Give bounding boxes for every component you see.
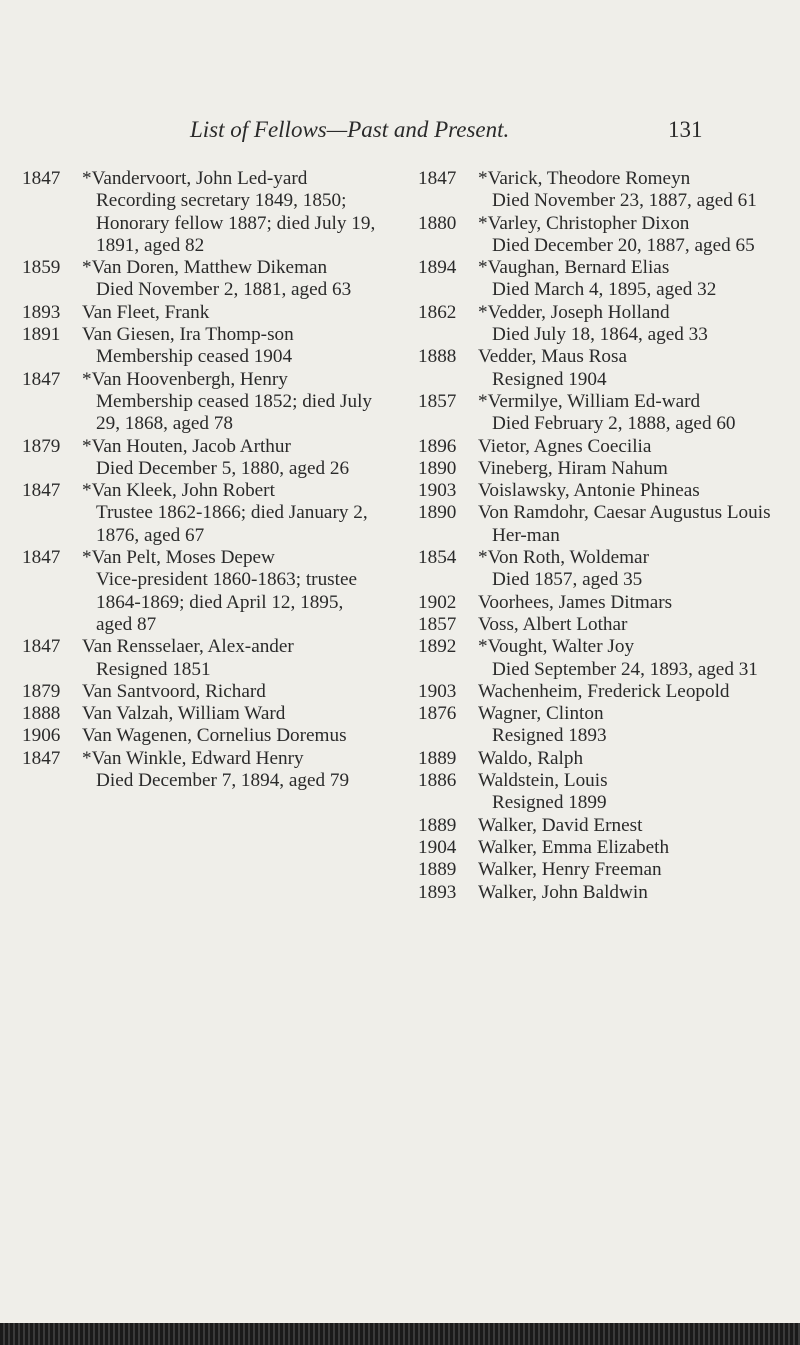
fellow-entry (418, 346, 798, 391)
entry-name: Van Giesen, Ira Thomp-son (82, 324, 294, 346)
fellow-entry (418, 770, 798, 815)
fellow-entry (418, 436, 798, 458)
entry-year: 1888 (22, 703, 61, 725)
entry-name: Vineberg, Hiram Nahum (478, 457, 668, 479)
entry-name: Voislawsky, Antonie Phineas (478, 480, 700, 502)
fellow-entry (22, 257, 382, 302)
page-header (0, 117, 800, 147)
entry-year: 1847 (22, 636, 61, 658)
fellow-entry (22, 681, 382, 703)
entry-year: 1847 (22, 368, 61, 390)
entry-name: Van Valzah, William Ward (82, 703, 286, 725)
entry-note: Resigned 1893 (492, 725, 607, 747)
fellow-entry (418, 547, 798, 592)
fellow-entry (418, 592, 798, 614)
entry-year: 1893 (22, 301, 61, 323)
entry-note: Died July 18, 1864, aged 33 (492, 324, 708, 346)
entry-name: Walker, Henry Freeman (478, 859, 662, 881)
fellow-entry (22, 636, 382, 681)
entry-name: Wachenheim, Frederick Leopold (478, 680, 730, 702)
fellow-entry (22, 725, 382, 747)
entry-year: 1890 (418, 457, 457, 479)
entry-name: Vietor, Agnes Coecilia (478, 435, 652, 457)
entry-name: *Van Houten, Jacob Arthur (82, 435, 291, 457)
entry-year: 1879 (22, 435, 61, 457)
entry-year: 1891 (22, 324, 61, 346)
entry-year: 1903 (418, 680, 457, 702)
entry-year: 1889 (418, 859, 457, 881)
entry-year: 1889 (418, 747, 457, 769)
entry-note: Died December 20, 1887, aged 65 (492, 234, 755, 256)
entry-note: Membership ceased 1904 (96, 346, 293, 368)
entry-year: 1880 (418, 212, 457, 234)
running-title: List of Fellows—Past and Present. (190, 117, 510, 142)
entry-name: Walker, David Ernest (478, 814, 643, 836)
entry-name: *Vought, Walter Joy (478, 636, 635, 658)
fellow-entry (418, 458, 798, 480)
entry-name: *Vandervoort, John Led-yard (82, 168, 308, 189)
entry-year: 1902 (418, 591, 457, 613)
entry-name: *Von Roth, Woldemar (478, 547, 649, 569)
entry-note: Resigned 1904 (492, 368, 607, 390)
fellow-entry (22, 547, 382, 636)
fellow-entry (418, 859, 798, 881)
entry-note: Died November 2, 1881, aged 63 (96, 279, 352, 301)
right-column (418, 168, 798, 904)
fellow-entry (418, 681, 798, 703)
left-column (22, 168, 382, 792)
fellow-entry (418, 815, 798, 837)
entry-name: Waldstein, Louis (478, 770, 608, 792)
entry-note: Died September 24, 1893, aged 31 (492, 658, 758, 680)
entry-note: Resigned 1899 (492, 792, 607, 814)
fellow-entry (418, 614, 798, 636)
entry-year: 1904 (418, 836, 457, 858)
entry-note: Died February 2, 1888, aged 60 (492, 413, 736, 435)
entry-name: *Van Winkle, Edward Henry (82, 747, 304, 769)
fellow-entry (418, 302, 798, 347)
entry-note: Recording secretary 1849, 1850; Honorary fellow 1887; died July 19, 1891, aged 82 (96, 190, 376, 256)
entry-year: 1879 (22, 680, 61, 702)
entry-name: *Vedder, Joseph Holland (478, 301, 670, 323)
entry-year: 1857 (418, 390, 457, 412)
page-bottom-edge (0, 1323, 800, 1345)
entry-year: 1889 (418, 814, 457, 836)
entry-name: Van Wagenen, Cornelius Doremus (82, 725, 347, 747)
entry-name: Vedder, Maus Rosa (478, 346, 627, 368)
entry-note: Membership ceased 1852; died July 29, 1868, aged 78 (96, 390, 373, 435)
entry-year: 1886 (418, 770, 457, 792)
entry-name: Von Ramdohr, Caesar Augustus Louis Her-man (478, 502, 771, 546)
entry-note: Died November 23, 1887, aged 61 (492, 190, 757, 212)
entry-name: *Varick, Theodore Romeyn (478, 168, 691, 189)
entry-name: Walker, Emma Elizabeth (478, 836, 670, 858)
entry-year: 1906 (22, 725, 61, 747)
entry-name: *Van Hoovenbergh, Henry (82, 368, 288, 390)
fellow-entry (22, 436, 382, 481)
fellow-entry (22, 168, 382, 257)
entry-year: 1890 (418, 502, 457, 524)
entry-name: Van Fleet, Frank (82, 301, 210, 323)
entry-note: Resigned 1851 (96, 658, 211, 680)
entry-note: Died December 7, 1894, aged 79 (96, 770, 350, 792)
fellow-entry (22, 748, 382, 793)
entry-year: 1854 (418, 547, 457, 569)
entry-year: 1893 (418, 881, 457, 903)
entry-note: Died December 5, 1880, aged 26 (96, 457, 350, 479)
fellow-entry (418, 882, 798, 904)
entry-note: Trustee 1862-1866; died January 2, 1876, aged 67 (96, 502, 368, 546)
entry-year: 1847 (418, 168, 457, 189)
entry-name: *Van Pelt, Moses Depew (82, 547, 275, 569)
entry-year: 1847 (22, 480, 61, 502)
entry-name: *Varley, Christopher Dixon (478, 212, 690, 234)
entry-name: Voss, Albert Lothar (478, 613, 628, 635)
fellow-entry (418, 703, 798, 748)
entry-name: Van Rensselaer, Alex-ander (82, 636, 294, 658)
fellow-entry (22, 369, 382, 436)
fellow-entry (418, 837, 798, 859)
fellow-entry (418, 480, 798, 502)
entry-note: Vice-president 1860-1863; trustee 1864-1869; died April 12, 1895, aged 87 (96, 569, 357, 635)
entry-year: 1857 (418, 613, 457, 635)
fellow-entry (418, 168, 798, 213)
entry-year: 1896 (418, 435, 457, 457)
entry-year: 1847 (22, 168, 61, 189)
fellow-entry (418, 636, 798, 681)
entry-name: Wagner, Clinton (478, 703, 604, 725)
entry-name: Walker, John Baldwin (478, 881, 648, 903)
entry-year: 1859 (22, 257, 61, 279)
entry-year: 1894 (418, 257, 457, 279)
entry-year: 1862 (418, 301, 457, 323)
entry-name: *Van Doren, Matthew Dikeman (82, 257, 328, 279)
page-number: 131 (668, 117, 703, 142)
fellow-entry (418, 502, 798, 547)
entry-year: 1847 (22, 547, 61, 569)
entry-note: Died 1857, aged 35 (492, 569, 643, 591)
entry-name: Voorhees, James Ditmars (478, 591, 673, 613)
entry-name: Van Santvoord, Richard (82, 680, 266, 702)
fellow-entry (418, 257, 798, 302)
fellow-entry (22, 480, 382, 547)
entry-year: 1847 (22, 747, 61, 769)
fellow-entry (22, 703, 382, 725)
entry-year: 1903 (418, 480, 457, 502)
entry-name: *Van Kleek, John Robert (82, 480, 275, 502)
fellow-entry (418, 213, 798, 258)
fellow-entry (22, 302, 382, 324)
entry-name: Waldo, Ralph (478, 747, 584, 769)
entry-year: 1888 (418, 346, 457, 368)
entry-year: 1892 (418, 636, 457, 658)
entry-year: 1876 (418, 703, 457, 725)
fellow-entry (418, 391, 798, 436)
fellow-entry (22, 324, 382, 369)
entry-name: *Vaughan, Bernard Elias (478, 257, 670, 279)
entry-name: *Vermilye, William Ed-ward (478, 390, 701, 412)
fellow-entry (418, 748, 798, 770)
entry-note: Died March 4, 1895, aged 32 (492, 279, 717, 301)
